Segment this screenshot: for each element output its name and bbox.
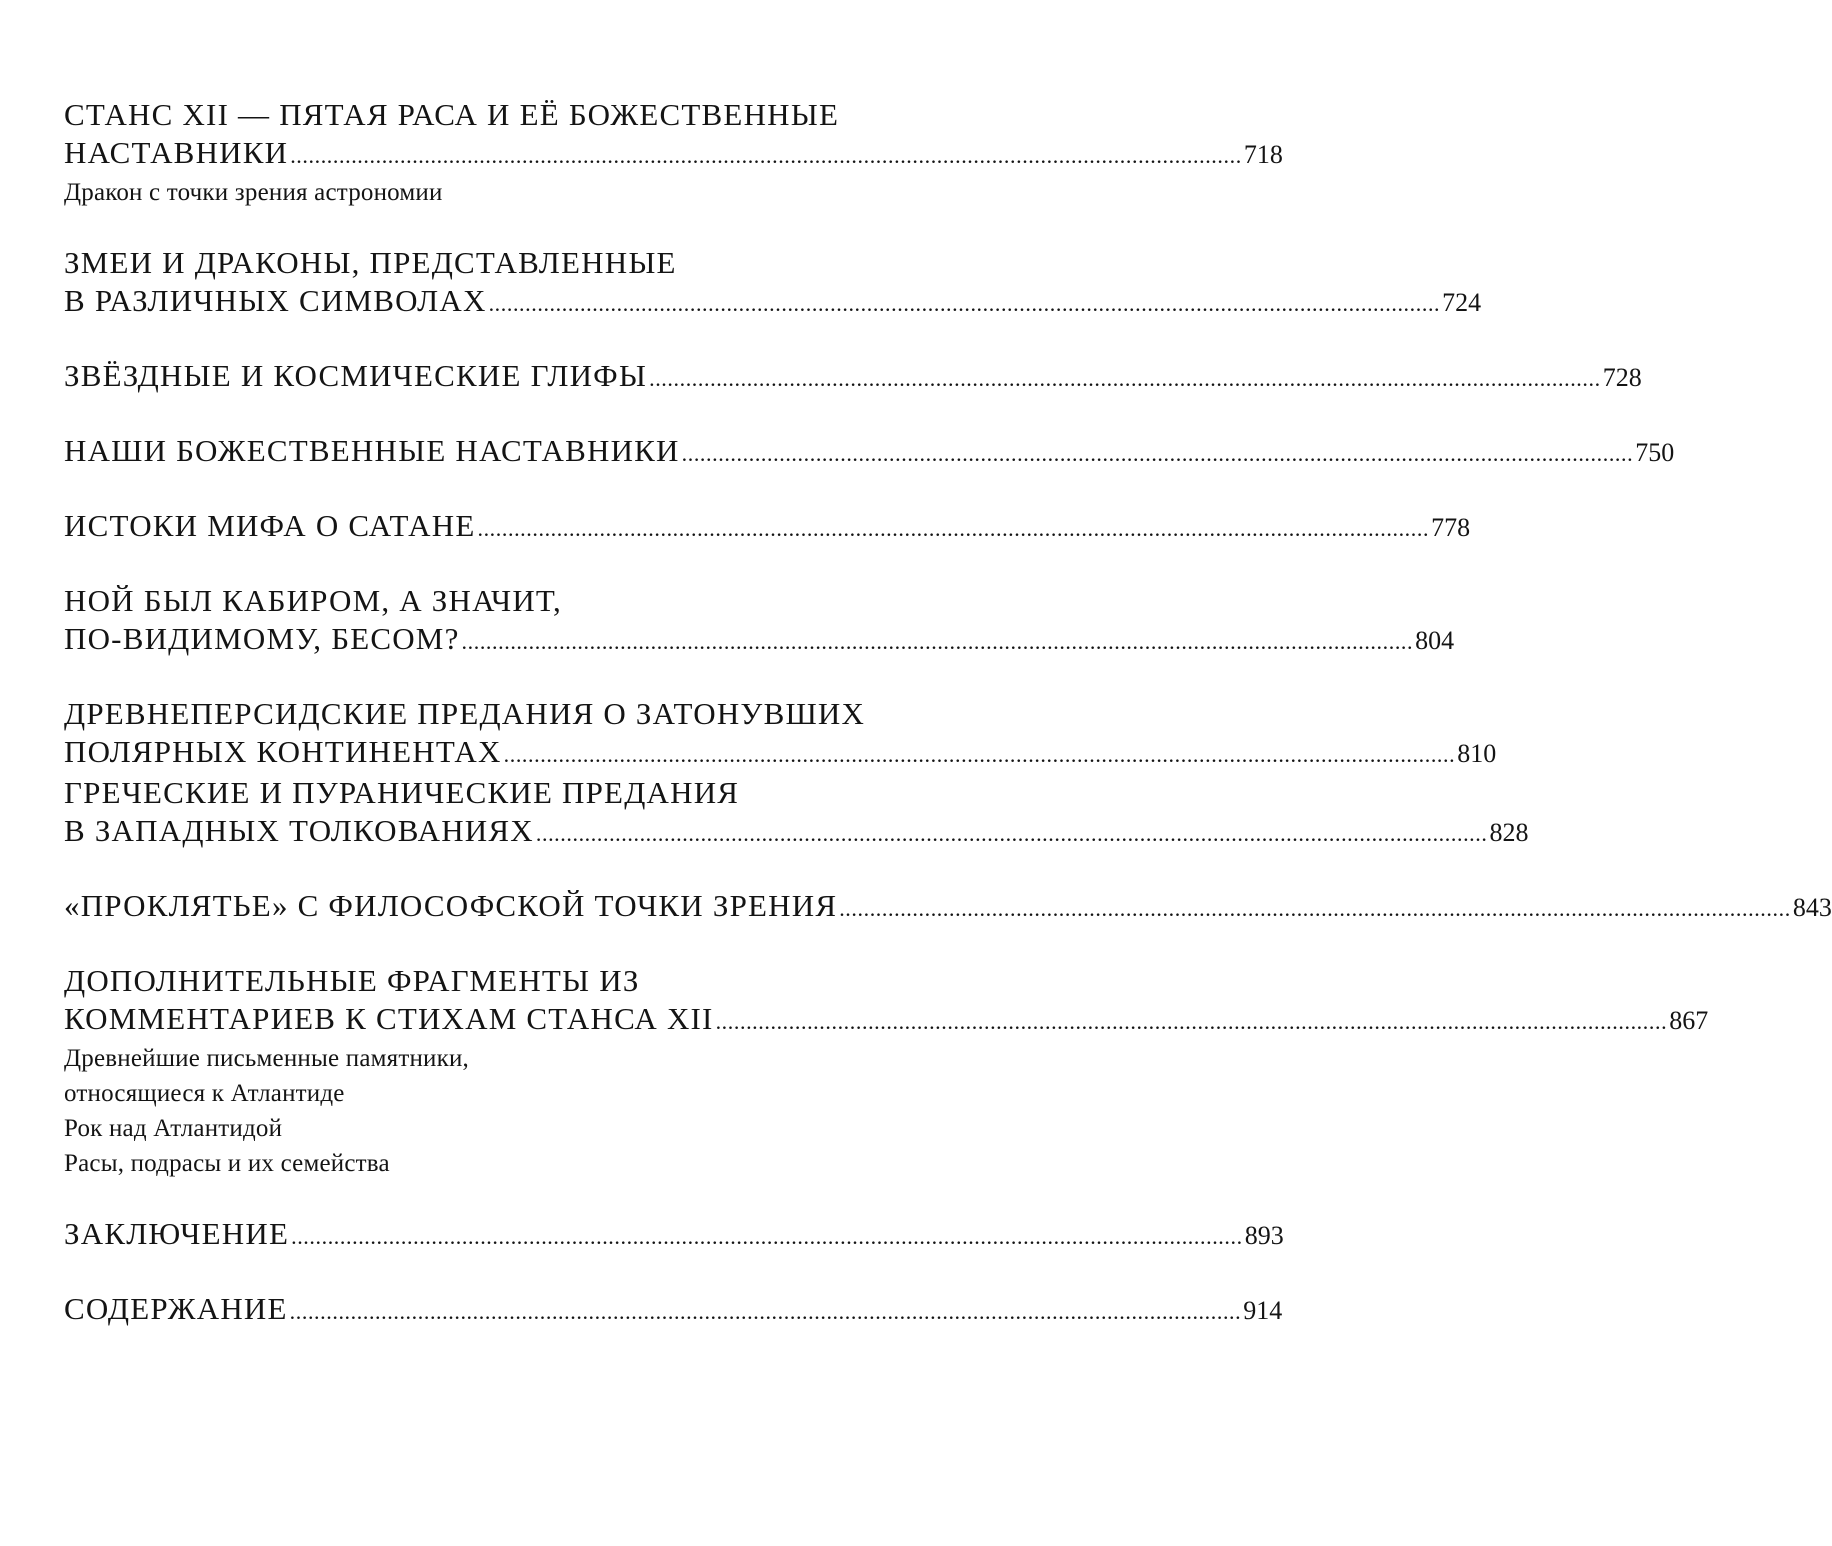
toc-entry-line — [64, 812, 1529, 853]
toc-page-number: 914 — [1243, 1296, 1283, 1325]
toc-subentry: относящиеся к Атлантиде — [64, 1080, 345, 1107]
toc-entry-title: В ЗАПАДНЫХ ТОЛКОВАНИЯХ — [64, 813, 534, 848]
toc-entry-line — [64, 134, 1283, 175]
dot-leader: ............................................................................................................................................................ — [535, 821, 1488, 846]
toc-entry-title-line: ДОПОЛНИТЕЛЬНЫЕ ФРАГМЕНТЫ ИЗ — [64, 963, 640, 998]
toc-entry — [64, 887, 1832, 928]
toc-entry-title-line: ГРЕЧЕСКИЕ И ПУРАНИЧЕСКИЕ ПРЕДАНИЯ — [64, 775, 740, 810]
toc-entry-line — [64, 887, 1832, 928]
toc-page-number: 778 — [1431, 513, 1471, 542]
toc-subentry: Расы, подрасы и их семейства — [64, 1150, 390, 1177]
toc-entry-title: ПОЛЯРНЫХ КОНТИНЕНТАХ — [64, 734, 502, 769]
toc-entry-title-line: СТАНС XII — ПЯТАЯ РАСА И ЕЁ БОЖЕСТВЕННЫЕ — [64, 97, 840, 132]
table-of-contents — [64, 96, 1832, 1331]
toc-entry — [64, 357, 1642, 398]
dot-leader: ............................................................................................................................................................ — [715, 1009, 1668, 1034]
toc-page-number: 828 — [1489, 818, 1529, 847]
toc-entry — [64, 695, 1497, 774]
toc-entry — [64, 1290, 1283, 1331]
toc-entry-title-line: ДРЕВНЕПЕРСИДСКИЕ ПРЕДАНИЯ О ЗАТОНУВШИХ — [64, 696, 866, 731]
toc-entry-title: ПО-ВИДИМОМУ, БЕСОМ? — [64, 621, 460, 656]
toc-subentry: Дракон с точки зрения астрономии — [64, 179, 443, 206]
toc-entry — [64, 582, 1455, 661]
toc-page-number: 718 — [1243, 140, 1283, 169]
dot-leader: ............................................................................................................................................................ — [461, 629, 1414, 654]
dot-leader: ............................................................................................................................................................ — [839, 896, 1791, 921]
toc-page-number: 728 — [1602, 363, 1642, 392]
dot-leader: ............................................................................................................................................................ — [477, 516, 1430, 541]
toc-entry-title-line: НОЙ БЫЛ КАБИРОМ, А ЗНАЧИТ, — [64, 583, 562, 618]
toc-subentry: Древнейшие письменные памятники, — [64, 1045, 470, 1072]
toc-entry-title: ЗВЁЗДНЫЕ И КОСМИЧЕСКИЕ ГЛИФЫ — [64, 358, 648, 393]
toc-page-number: 843 — [1792, 893, 1832, 922]
toc-entry-line — [64, 432, 1675, 473]
toc-entry-line — [64, 620, 1455, 661]
toc-page-number: 724 — [1442, 288, 1482, 317]
toc-entry-line — [64, 282, 1482, 323]
toc-entry-title: СОДЕРЖАНИЕ — [64, 1291, 288, 1326]
toc-entry-title: НАСТАВНИКИ — [64, 135, 289, 170]
toc-entry-title: ИСТОКИ МИФА О САТАНЕ — [64, 508, 476, 543]
dot-leader: ............................................................................................................................................................ — [291, 1224, 1243, 1249]
toc-entry — [64, 432, 1675, 473]
toc-entry-line — [64, 357, 1642, 398]
dot-leader: ............................................................................................................................................................ — [290, 143, 1242, 168]
toc-page-number: 810 — [1457, 739, 1497, 768]
dot-leader: ............................................................................................................................................................ — [681, 441, 1634, 466]
toc-entry-line — [64, 1290, 1283, 1331]
dot-leader: ............................................................................................................................................................ — [503, 742, 1456, 767]
toc-entry — [64, 244, 1482, 323]
toc-entry-title: ЗАКЛЮЧЕНИЕ — [64, 1216, 290, 1251]
toc-page-number: 804 — [1415, 626, 1455, 655]
toc-entry — [64, 774, 1529, 853]
toc-entry-line — [64, 507, 1471, 548]
toc-entry-title-line: ЗМЕИ И ДРАКОНЫ, ПРЕДСТАВЛЕННЫЕ — [64, 245, 677, 280]
toc-entry — [64, 1215, 1284, 1256]
dot-leader: ............................................................................................................................................................ — [289, 1299, 1242, 1324]
toc-entry-title: В РАЗЛИЧНЫХ СИМВОЛАХ — [64, 283, 487, 318]
dot-leader: ............................................................................................................................................................ — [488, 291, 1441, 316]
toc-entry-line — [64, 1000, 1709, 1041]
toc-entry-title: НАШИ БОЖЕСТВЕННЫЕ НАСТАВНИКИ — [64, 433, 680, 468]
toc-entry — [64, 962, 1709, 1181]
toc-page-number: 750 — [1635, 438, 1675, 467]
toc-entry-title: «ПРОКЛЯТЬЕ» С ФИЛОСОФСКОЙ ТОЧКИ ЗРЕНИЯ — [64, 888, 838, 923]
dot-leader: ............................................................................................................................................................ — [649, 366, 1601, 391]
toc-page-number: 893 — [1244, 1221, 1284, 1250]
toc-entry — [64, 96, 1283, 210]
toc-entry-line — [64, 1215, 1284, 1256]
toc-subentry: Рок над Атлантидой — [64, 1115, 283, 1142]
toc-entry-line — [64, 733, 1497, 774]
toc-entry — [64, 507, 1471, 548]
toc-page-number: 867 — [1669, 1006, 1709, 1035]
toc-entry-title: КОММЕНТАРИЕВ К СТИХАМ СТАНСА XII — [64, 1001, 714, 1036]
